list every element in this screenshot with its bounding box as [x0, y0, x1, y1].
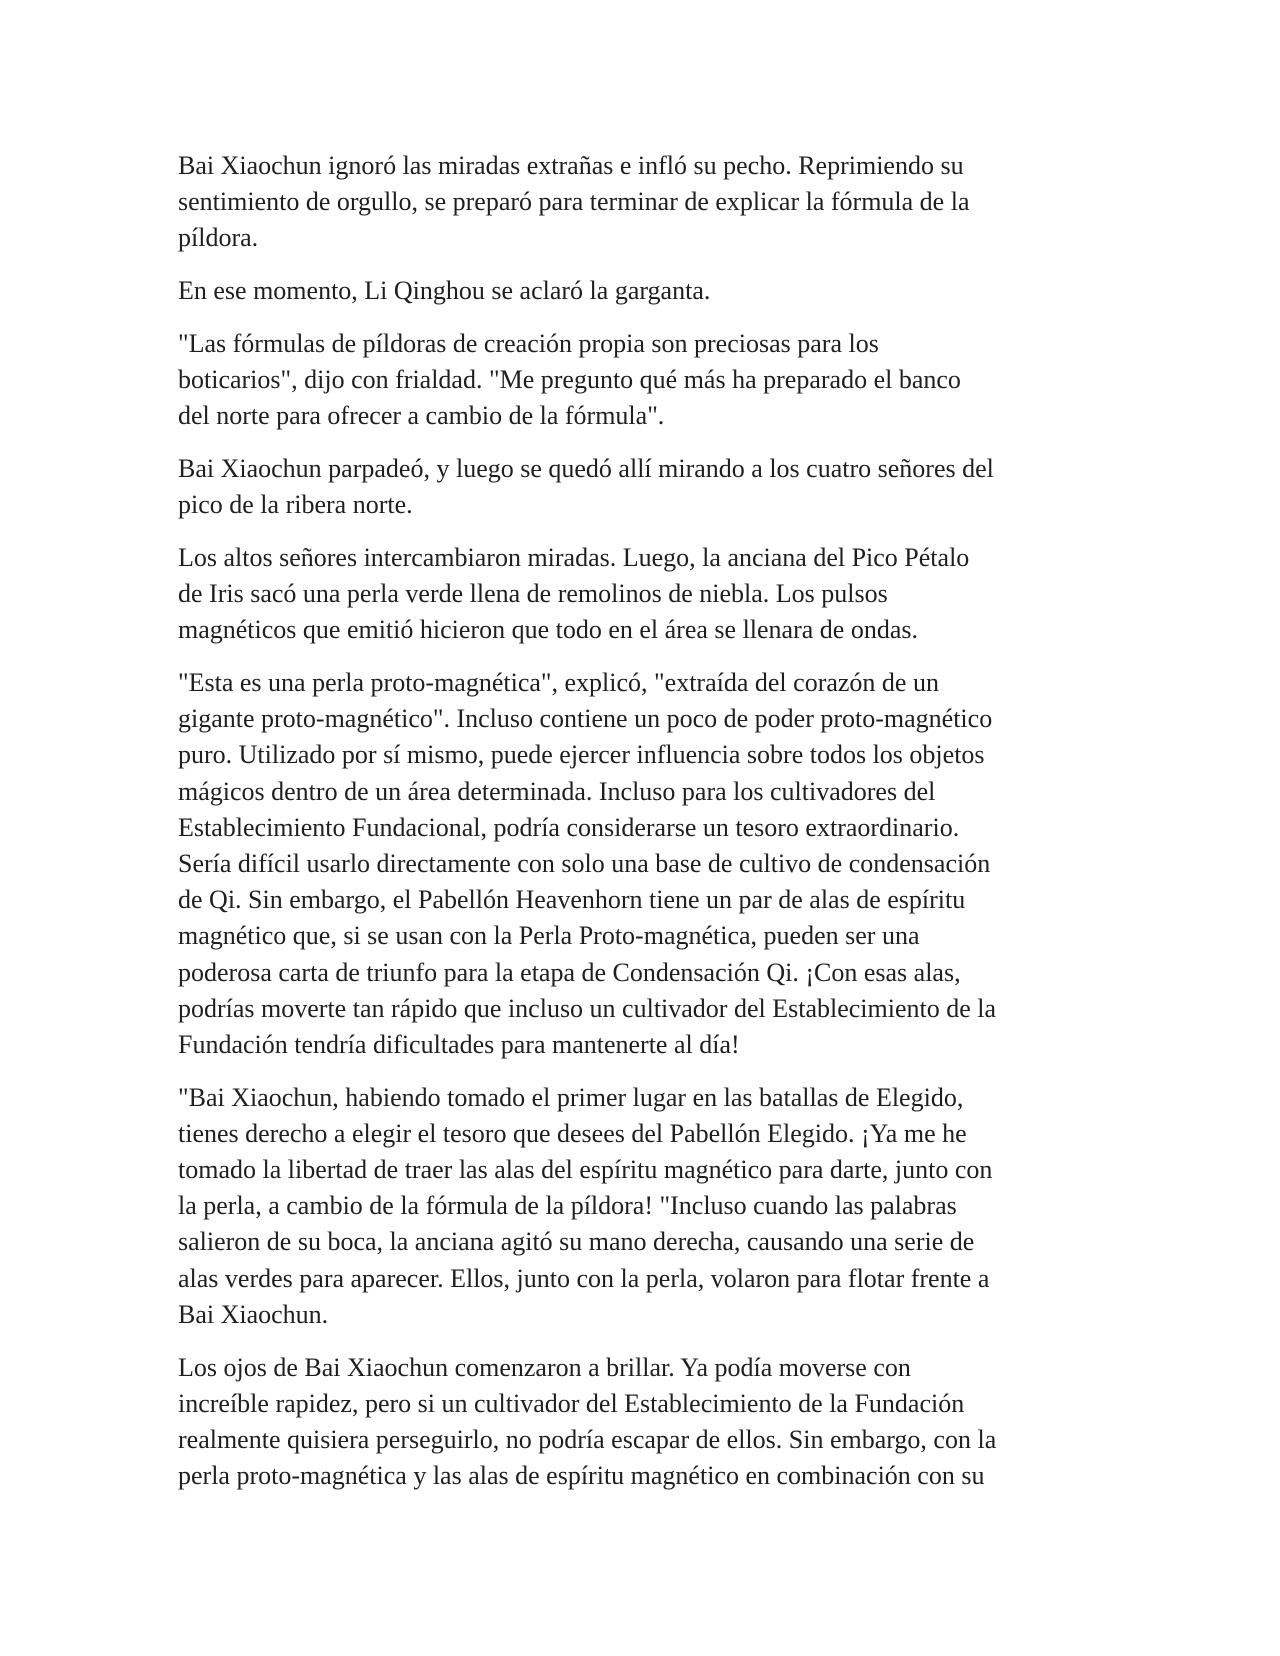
text-line: la perla, a cambio de la fórmula de la píldora! "Incluso cuando las palabras: [178, 1191, 957, 1221]
text-line: de Iris sacó una perla verde llena de remolinos de niebla. Los pulsos: [178, 579, 888, 609]
text-line: tomado la libertad de traer las alas del espíritu magnético para darte, junto con: [178, 1155, 993, 1185]
text-line: magnéticos que emitió hicieron que todo en el área se llenara de ondas.: [178, 615, 918, 645]
text-line: Sería difícil usarlo directamente con solo una base de cultivo de condensación: [178, 848, 991, 878]
text-line: tienes derecho a elegir el tesoro que desees del Pabellón Elegido. ¡Ya me he: [178, 1118, 967, 1148]
text-line: de Qi. Sin embargo, el Pabellón Heavenhorn tiene un par de alas de espíritu: [178, 885, 966, 915]
paragraph: [178, 148, 1108, 257]
text-line: puro. Utilizado por sí mismo, puede ejercer influencia sobre todos los objetos: [178, 740, 985, 770]
text-line: boticarios", dijo con frialdad. "Me pregunto qué más ha preparado el banco: [178, 365, 961, 395]
paragraph: [178, 326, 1108, 435]
text-line: Los ojos de Bai Xiaochun comenzaron a brillar. Ya podía moverse con: [178, 1352, 911, 1382]
text-line: píldora.: [178, 223, 259, 253]
text-line: increíble rapidez, pero si un cultivador del Establecimiento de la Fundación: [178, 1388, 965, 1418]
text-line: "Bai Xiaochun, habiendo tomado el primer lugar en las batallas de Elegido,: [178, 1082, 964, 1112]
text-line: del norte para ofrecer a cambio de la fórmula".: [178, 401, 665, 431]
text-line: gigante proto-magnético". Incluso contiene un poco de poder proto-magnético: [178, 704, 993, 734]
body-text: [178, 148, 1108, 1511]
text-line: sentimiento de orgullo, se preparó para terminar de explicar la fórmula de la: [178, 187, 970, 217]
paragraph: [178, 540, 1108, 649]
text-line: poderosa carta de triunfo para la etapa de Condensación Qi. ¡Con esas alas,: [178, 957, 961, 987]
text-line: Establecimiento Fundacional, podría considerarse un tesoro extraordinario.: [178, 812, 960, 842]
text-line: perla proto-magnética y las alas de espíritu magnético en combinación con su: [178, 1461, 985, 1491]
text-line: Fundación tendría dificultades para mantenerte al día!: [178, 1029, 740, 1059]
paragraph: [178, 451, 1108, 523]
text-line: pico de la ribera norte.: [178, 490, 413, 520]
paragraph: [178, 1350, 1108, 1495]
text-line: "Esta es una perla proto-magnética", explicó, "extraída del corazón de un: [178, 667, 939, 697]
paragraph: [178, 1080, 1108, 1333]
text-line: "Las fórmulas de píldoras de creación propia son preciosas para los: [178, 328, 879, 358]
text-line: podrías moverte tan rápido que incluso un cultivador del Establecimiento de la: [178, 993, 997, 1023]
text-line: Los altos señores intercambiaron miradas. Luego, la anciana del Pico Pétalo: [178, 542, 970, 572]
text-line: mágicos dentro de un área determinada. Incluso para los cultivadores del: [178, 776, 936, 806]
text-line: realmente quisiera perseguirlo, no podría escapar de ellos. Sin embargo, con la: [178, 1425, 997, 1454]
text-line: Bai Xiaochun parpadeó, y luego se quedó allí mirando a los cuatro señores del: [178, 453, 994, 483]
text-line: salieron de su boca, la anciana agitó su mano derecha, causando una serie de: [178, 1227, 975, 1257]
text-line: magnético que, si se usan con la Perla Proto-magnética, pueden ser una: [178, 921, 920, 951]
paragraph: [178, 665, 1108, 1063]
text-line: Bai Xiaochun.: [178, 1299, 329, 1329]
text-line: alas verdes para aparecer. Ellos, junto con la perla, volaron para flotar frente a: [178, 1263, 990, 1293]
text-line: En ese momento, Li Qinghou se aclaró la garganta.: [178, 276, 711, 306]
paragraph: [178, 273, 1108, 309]
text-line: Bai Xiaochun ignoró las miradas extrañas e infló su pecho. Reprimiendo su: [178, 151, 964, 180]
